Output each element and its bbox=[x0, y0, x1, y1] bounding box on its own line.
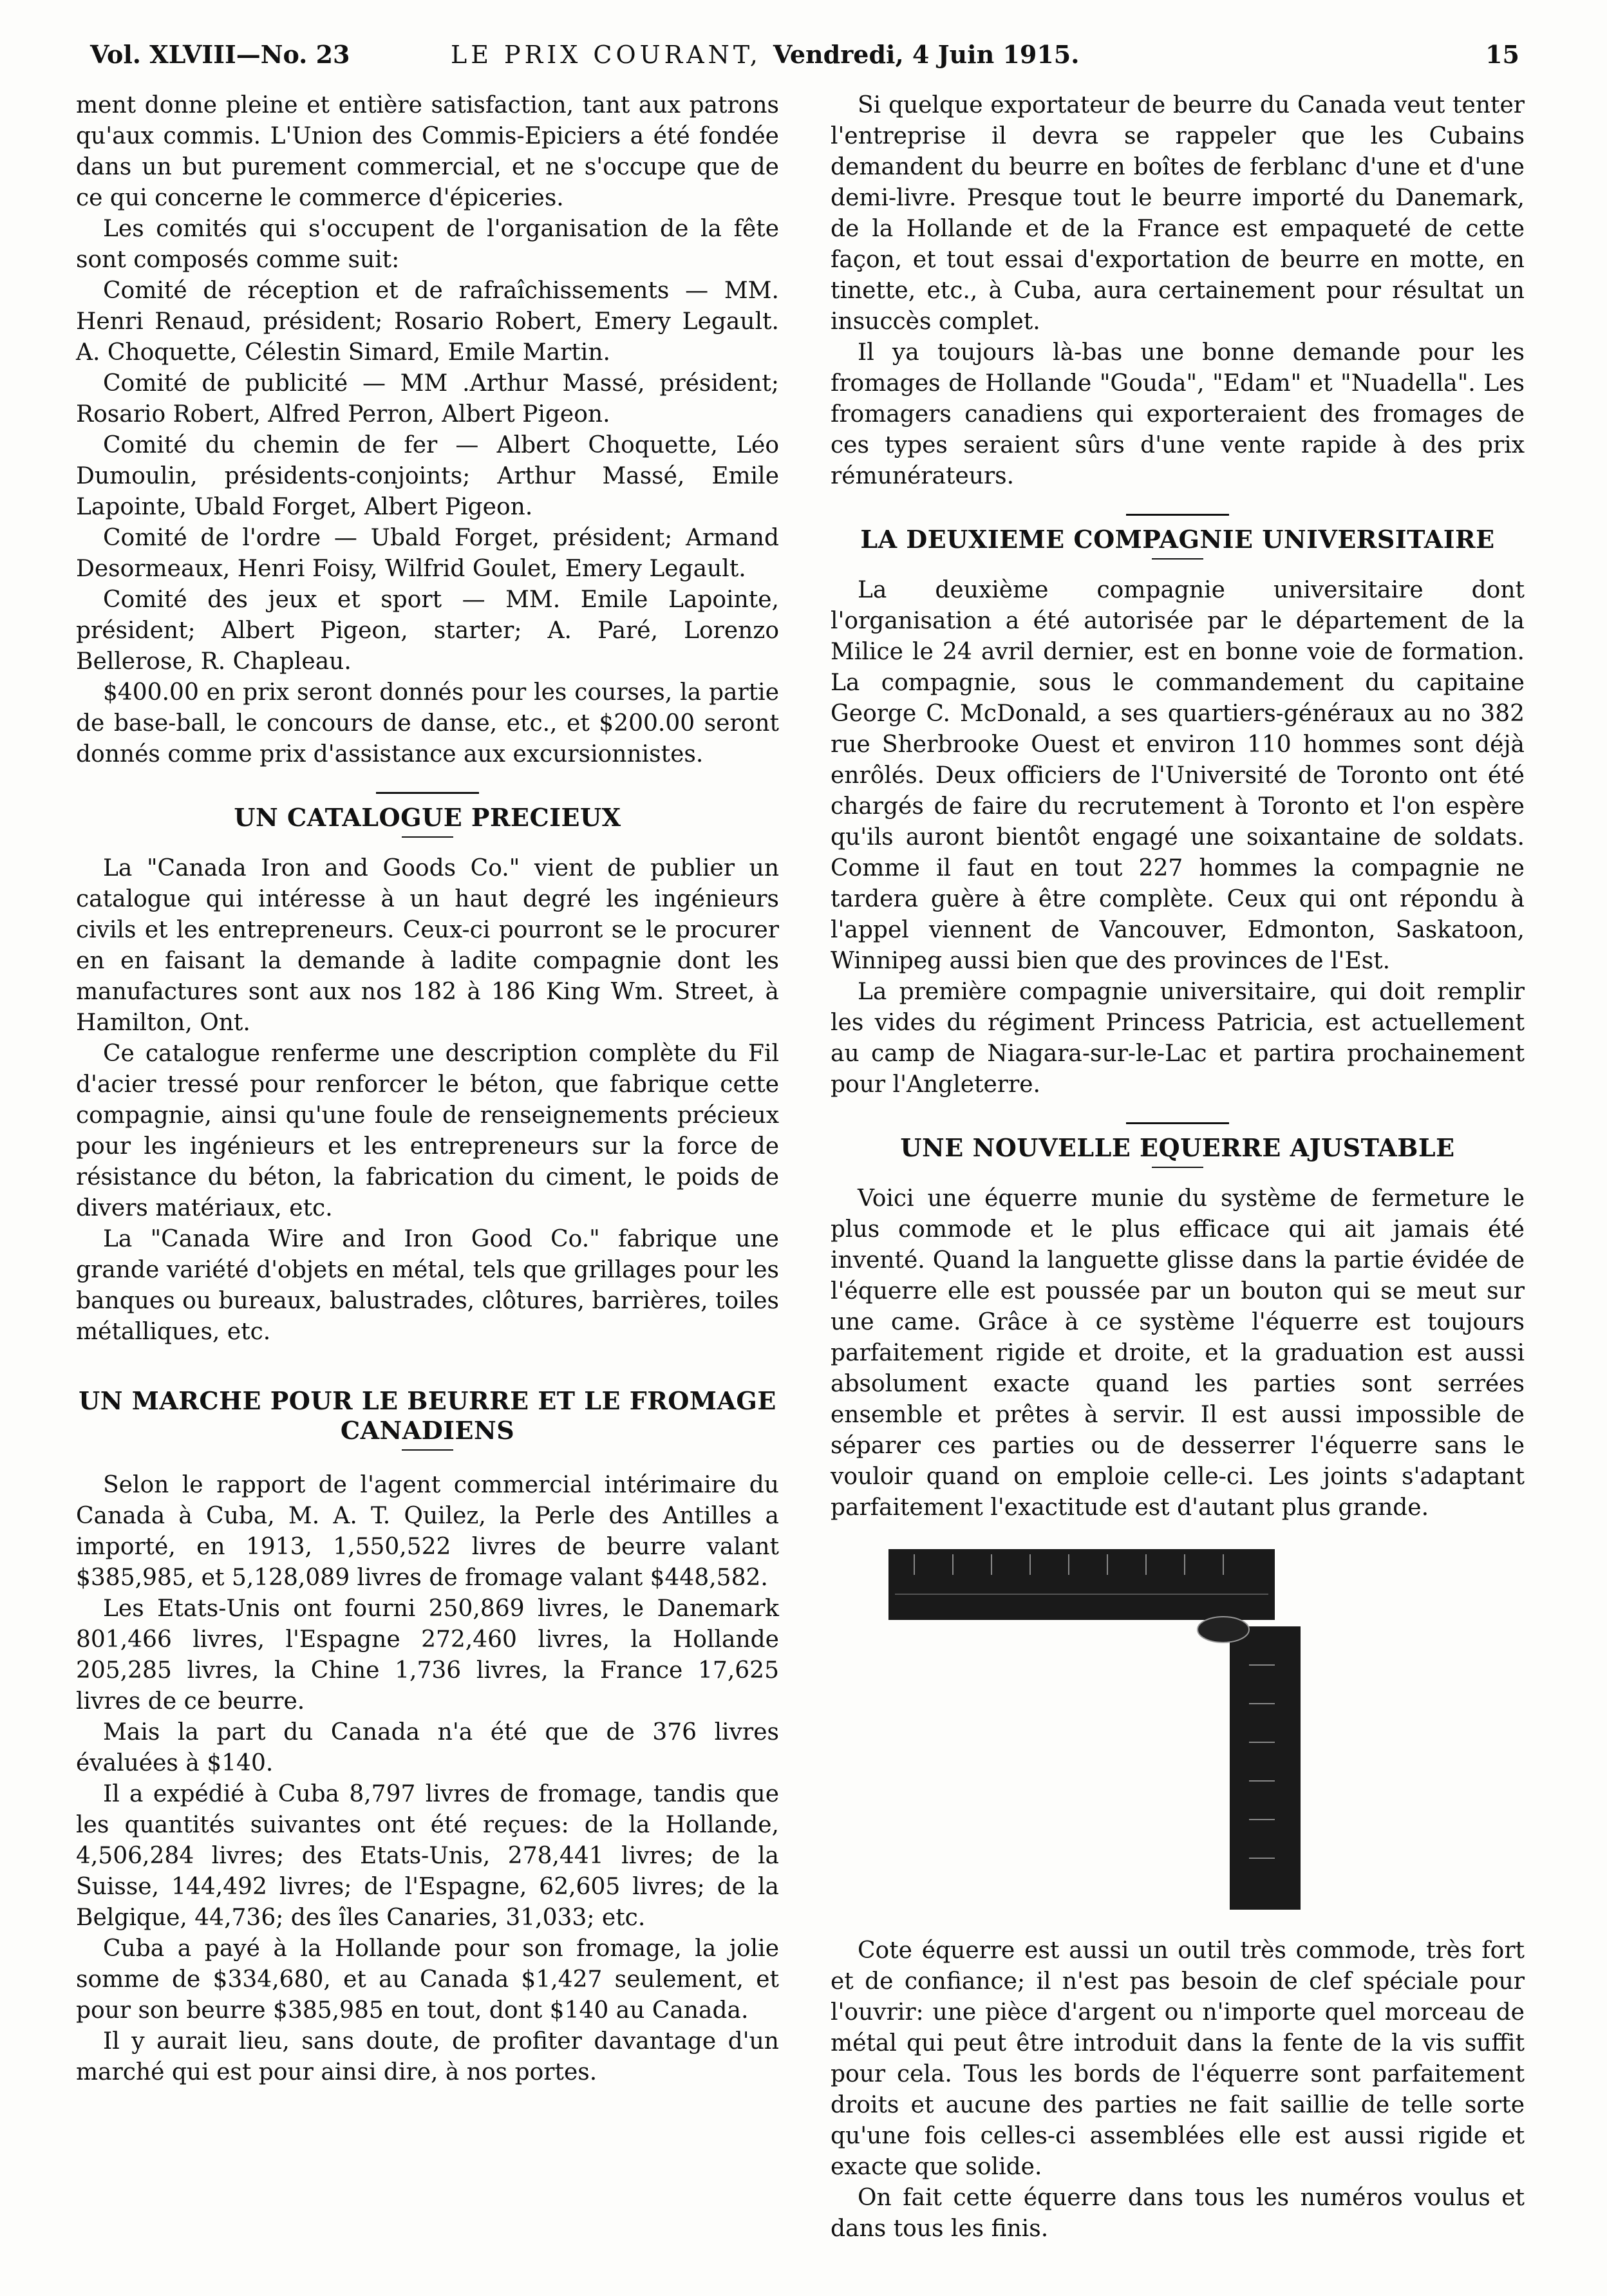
title-underline bbox=[402, 1449, 453, 1451]
page-number: 15 bbox=[1485, 40, 1519, 69]
paragraph: Comité de l'ordre — Ubald Forget, président; Armand Desormeaux, Henri Foisy, Wilfrid Goulet, Emery Legault. bbox=[76, 525, 779, 582]
section-title-catalogue: UN CATALOGUE PRECIEUX bbox=[234, 803, 621, 832]
paragraph: Cuba a payé à la Hollande pour son fromage, la jolie somme de $334,680, et au Canada $1,427 seulement, et pour son beurre $385,985 en tout, dont $140 au Canada. bbox=[76, 1935, 779, 2024]
paragraph: La première compagnie universitaire, qui doit remplir les vides du régiment Princess Patricia, est actuellement au camp de Niagara-sur-le-Lac et partira prochainement pour l'Angleterre. bbox=[831, 979, 1525, 1098]
left-column bbox=[76, 90, 779, 2088]
paragraph: Cote équerre est aussi un outil très commode, très fort et de confiance; il n'est pas besoin de clef spéciale pour l'ouvrir: une pièce d'argent ou n'importe quel morceau de métal qui peut être introduit dans la fente de la vis suffit pour cela. Tous les bords de l'équerre sont parfaitement droits et aucune des parties ne fait saillie de telle sorte qu'une fois celles-ci assemblées elle est aussi rigide et exacte que solide. bbox=[831, 1937, 1525, 2180]
title-underline bbox=[1152, 1167, 1203, 1168]
paragraph: Comité de réception et de rafraîchissements — MM. Henri Renaud, président; Rosario Robert, Emery Legault. A. Choquette, Célestin Simard, Emile Martin. bbox=[76, 278, 779, 366]
paragraph: Les comités qui s'occupent de l'organisation de la fête sont composés comme suit: bbox=[76, 216, 779, 273]
volume-number: Vol. XLVIII—No. 23 bbox=[90, 40, 350, 69]
title-underline bbox=[402, 836, 453, 838]
issue-date: Vendredi, 4 Juin 1915. bbox=[773, 40, 1080, 69]
paragraph: Selon le rapport de l'agent commercial intérimaire du Canada à Cuba, M. A. T. Quilez, la Perle des Antilles a importé, en 1913, 1,550,522 livres de beurre valant $385,985, et 5,128,089 livres de fromage valant $448,582. bbox=[76, 1472, 779, 1591]
section-title-equerre: UNE NOUVELLE EQUERRE AJUSTABLE bbox=[900, 1133, 1455, 1162]
square-tool-illustration bbox=[888, 1549, 1468, 1910]
section-divider bbox=[1126, 1122, 1229, 1124]
paragraph: ment donne pleine et entière satisfaction, tant aux patrons qu'aux commis. L'Union des Commis-Epiciers a été fondée dans un but purement commercial, et ne s'occupe que de ce qui concerne le commerce d'épiceries. bbox=[76, 92, 779, 211]
square-tool-icon bbox=[888, 1549, 1468, 1910]
paragraph: La "Canada Iron and Goods Co." vient de publier un catalogue qui intéresse à un haut degré les ingénieurs civils et les entrepreneurs. Ceux-ci pourront se le procurer en en faisant la demande à ladite compagnie dont les manufactures sont aux nos 182 à 186 King Wm. Street, à Hamilton, Ont. bbox=[76, 855, 779, 1036]
paragraph: Mais la part du Canada n'a été que de 376 livres évaluées à $140. bbox=[76, 1719, 779, 1776]
paragraph: Il ya toujours là-bas une bonne demande pour les fromages de Hollande "Gouda", "Edam" et "Nuadella". Les fromagers canadiens qui exporteraient des fromages de ces types seraient sûrs d'une vente rapide à des prix rémunérateurs. bbox=[831, 339, 1525, 489]
page-header bbox=[90, 40, 1519, 72]
paragraph: La "Canada Wire and Iron Good Co." fabrique une grande variété d'objets en métal, tels que grillages pour les banques ou bureaux, balustrades, clôtures, barrières, toiles métalliques, etc. bbox=[76, 1226, 780, 1345]
paragraph: On fait cette équerre dans tous les numéros voulus et dans tous les finis. bbox=[831, 2185, 1525, 2242]
section-title-beurre: UN MARCHE POUR LE BEURRE ET LE FROMAGE CANADIENS bbox=[79, 1386, 776, 1445]
paragraph: Il y aurait lieu, sans doute, de profiter davantage d'un marché qui est pour ainsi dire, à nos portes. bbox=[76, 2028, 779, 2085]
paragraph: Comité des jeux et sport — MM. Emile Lapointe, président; Albert Pigeon, starter; A. Paré, Lorenzo Bellerose, R. Chapleau. bbox=[76, 587, 779, 675]
paragraph: Comité du chemin de fer — Albert Choquette, Léo Dumoulin, présidents-conjoints; Arthur Massé, Emile Lapointe, Ubald Forget, Albert Pigeon. bbox=[76, 432, 779, 520]
paragraph: Voici une équerre munie du système de fermeture le plus commode et le plus efficace qui ait jamais été inventé. Quand la languette glisse dans la partie évidée de l'équerre elle est poussée par un bouton qui se meut sur une came. Grâce à ce système l'équerre est toujours parfaitement rigide et droite, et la graduation est aussi absolument exacte quand les parties sont serrées ensemble et prêtes à servir. Il est aussi impossible de séparer ces parties ou de desserrer l'équerre sans le vouloir quand on emploie celle-ci. Les joints s'adaptant parfaitement l'exactitude est d'autant plus grande. bbox=[831, 1185, 1525, 1521]
title-underline bbox=[1152, 558, 1203, 560]
section-title-universitaire: LA DEUXIEME COMPAGNIE UNIVERSITAIRE bbox=[860, 525, 1495, 554]
journal-name: LE PRIX COURANT, bbox=[451, 41, 762, 69]
paragraph: Comité de publicité — MM .Arthur Massé, président; Rosario Robert, Alfred Perron, Albert Pigeon. bbox=[76, 370, 779, 428]
paragraph: Les Etats-Unis ont fourni 250,869 livres, le Danemark 801,466 livres, l'Espagne 272,460 livres, la Hollande 205,285 livres, la Chine 1,736 livres, la France 17,625 livres de ce beurre. bbox=[76, 1595, 779, 1715]
journal-title bbox=[451, 40, 1079, 69]
paragraph: Il a expédié à Cuba 8,797 livres de fromage, tandis que les quantités suivantes ont été reçues: de la Hollande, 4,506,284 livres; des Etats-Unis, 278,441 livres; de la Suisse, 144,492 livres; de l'Espagne, 62,605 livres; de la Belgique, 44,736; des îles Canaries, 31,033; etc. bbox=[76, 1781, 779, 1931]
paragraph: Ce catalogue renferme une description complète du Fil d'acier tressé pour renforcer le béton, que fabrique cette compagnie, ainsi qu'une foule de renseignements précieux pour les ingénieurs et les entrepreneurs sur la force de résistance du béton, la fabrication du ciment, le poids de divers matériaux, etc. bbox=[76, 1040, 779, 1221]
section-divider bbox=[376, 792, 479, 794]
paragraph: La deuxième compagnie universitaire dont l'organisation a été autorisée par le département de la Milice le 24 avril dernier, est en bonne voie de formation. La compagnie, sous le commandement du capitaine George C. McDonald, a ses quartiers-généraux au no 382 rue Sherbrooke Ouest et environ 110 hommes sont déjà enrôlés. Deux officiers de l'Université de Toronto ont été chargés de faire du recrutement à Toronto et l'on espère qu'ils auront bientôt engagé une soixantaine de soldats. Comme il faut en tout 227 hommes la compagnie ne tardera guère à être complète. Ceux qui ont répondu à l'appel viennent de Vancouver, Edmonton, Saskatoon, Winnipeg aussi bien que des provinces de l'Est. bbox=[831, 577, 1525, 974]
paragraph: $400.00 en prix seront donnés pour les courses, la partie de base-ball, le concours de danse, etc., et $200.00 seront donnés comme prix d'assistance aux excursionnistes. bbox=[76, 679, 779, 767]
paragraph: Si quelque exportateur de beurre du Canada veut tenter l'entreprise il devra se rappeler que les Cubains demandent du beurre en boîtes de ferblanc d'une et d'une demi-livre. Presque tout le beurre importé du Danemark, de la Hollande et de la France est empaqueté de cette façon, et tout essai d'exportation de beurre en motte, en tinette, etc., à Cuba, aura certainement pour résultat un insuccès complet. bbox=[831, 92, 1525, 335]
right-column bbox=[831, 90, 1525, 2244]
section-divider bbox=[1126, 514, 1229, 516]
